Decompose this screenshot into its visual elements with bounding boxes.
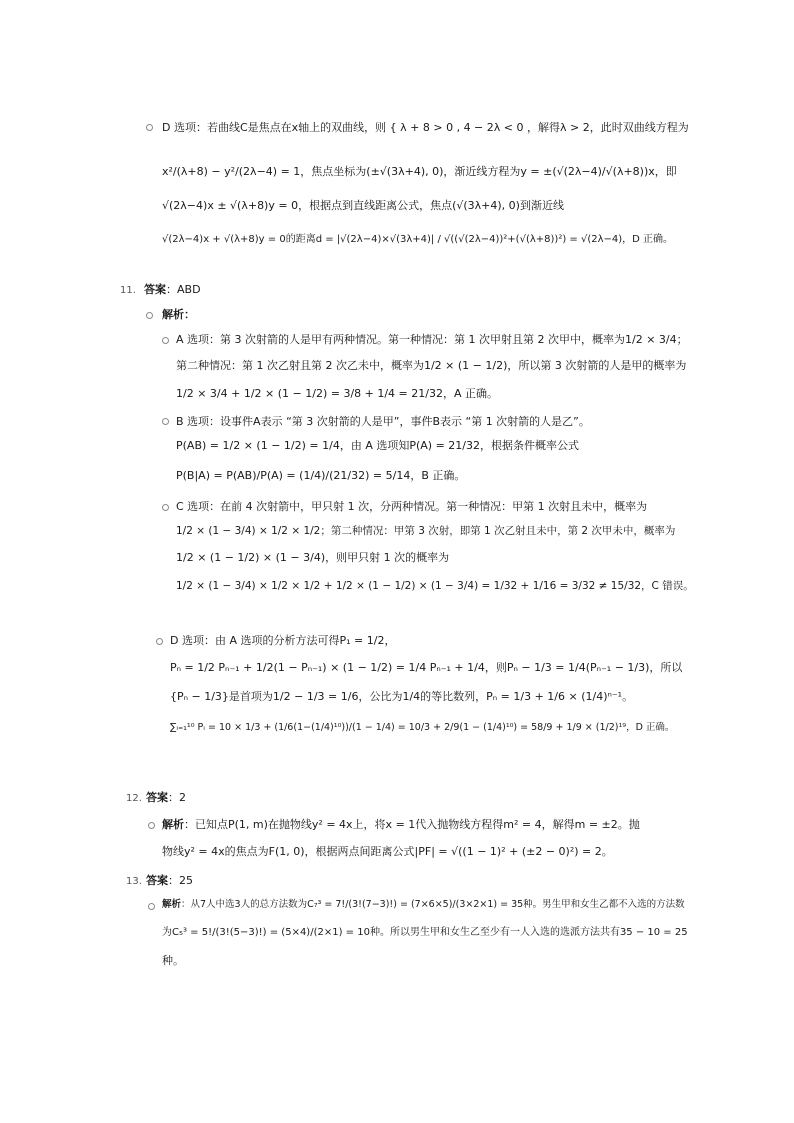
answer-label: 答案 [146, 874, 168, 887]
text-line: 物线y² = 4x的焦点为F(1, 0)，根据两点间距离公式|PF| = √((1 − 1)² + (±2 − 0)²) = 2。 [162, 845, 613, 858]
question-number: 13. [126, 876, 142, 887]
text-line: √(2λ−4)x ± √(λ+8)y = 0，根据点到直线距离公式，焦点(√(3λ+4), 0)到渐近线 [162, 199, 564, 212]
text-line: x²/(λ+8) − y²/(2λ−4) = 1，焦点坐标为(±√(3λ+4), 0)，渐近线方程为y = ±(√(2λ−4)/√(λ+8))x，即 [162, 165, 677, 178]
text-line: 1/2 × 3/4 + 1/2 × (1 − 1/2) = 3/8 + 1/4 = 21/32，A 正确。 [176, 387, 498, 400]
list-bullet [162, 418, 169, 425]
answer-label: 答案 [146, 791, 168, 804]
answer-value: ABD [177, 283, 201, 296]
text-line: D 选项：若曲线C是焦点在x轴上的双曲线，则 { λ + 8 > 0 , 4 − 2λ < 0 ，解得λ > 2，此时双曲线方程为 [162, 121, 689, 134]
answer-line: 答案：25 [146, 874, 193, 887]
text-line: ∑ᵢ₌₁¹⁰ Pᵢ = 10 × 1/3 + (1/6(1−(1/4)¹⁰))/(1 − 1/4) = 10/3 + 2/9(1 − (1/4)¹⁰) = 58/9 + 1/9 × (1/2)¹⁹，D 正确。 [170, 722, 675, 733]
analysis-label: 解析： [162, 308, 195, 321]
list-bullet [148, 822, 155, 829]
text-line: 1/2 × (1 − 3/4) × 1/2 × 1/2；第二种情况：甲第 3 次射，即第 1 次乙射且未中，第 2 次甲未中，概率为 [176, 525, 676, 537]
text-line: Pₙ = 1/2 Pₙ₋₁ + 1/2(1 − Pₙ₋₁) × (1 − 1/2) = 1/4 Pₙ₋₁ + 1/4，则Pₙ − 1/3 = 1/4(Pₙ₋₁ − 1/3)，所以 [170, 661, 683, 674]
text-line: 第二种情况：第 1 次乙射且第 2 次乙未中，概率为1/2 × (1 − 1/2)，所以第 3 次射箭的人是甲的概率为 [176, 359, 687, 372]
analysis-line: 解析：已知点P(1, m)在抛物线y² = 4x上，将x = 1代入抛物线方程得m² = 4，解得m = ±2。抛 [162, 818, 640, 831]
list-bullet [146, 312, 153, 319]
text-line: A 选项：第 3 次射箭的人是甲有两种情况。第一种情况：第 1 次甲射且第 2 次甲中，概率为1/2 × 3/4； [176, 333, 688, 346]
list-bullet [162, 504, 169, 511]
text-line: 为C₅³ = 5!/(3!(5−3)!) = (5×4)/(2×1) = 10种。所以男生甲和女生乙至少有一人入选的选派方法共有35 − 10 = 25 [162, 927, 688, 938]
question-number: 11. [120, 285, 136, 296]
text-line: 1/2 × (1 − 3/4) × 1/2 × 1/2 + 1/2 × (1 − 1/2) × (1 − 3/4) = 1/32 + 1/16 = 3/32 ≠ 15/32，C 错误。 [176, 580, 694, 592]
text-line: 1/2 × (1 − 1/2) × (1 − 3/4)，则甲只射 1 次的概率为 [176, 551, 450, 564]
text-line: C 选项：在前 4 次射箭中，甲只射 1 次，分两种情况。第一种情况：甲第 1 次射且未中，概率为 [176, 500, 648, 513]
answer-value: 2 [179, 791, 186, 804]
text-line: D 选项：由 A 选项的分析方法可得P₁ = 1/2， [170, 634, 396, 647]
answer-line: 答案：ABD [144, 283, 201, 296]
text-line: B 选项：设事件A表示 “第 3 次射箭的人是甲”，事件B表示 “第 1 次射箭的人是乙”。 [176, 415, 590, 428]
question-number: 12. [126, 793, 142, 804]
text-line: √(2λ−4)x + √(λ+8)y = 0的距离d = |√(2λ−4)×√(3λ+4)| / √((√(2λ−4))²+(√(λ+8))²) = √(2λ−4)，D 正确。 [162, 234, 674, 245]
answer-label: 答案 [144, 283, 166, 296]
text-line: P(B|A) = P(AB)/P(A) = (1/4)/(21/32) = 5/14，B 正确。 [176, 469, 466, 482]
analysis-line: 解析：从7人中选3人的总方法数为C₇³ = 7!/(3!(7−3)!) = (7×6×5)/(3×2×1) = 35种。男生甲和女生乙都不入选的方法数 [162, 899, 685, 910]
text-line: P(AB) = 1/2 × (1 − 1/2) = 1/4，由 A 选项知P(A) = 21/32，根据条件概率公式 [176, 439, 579, 452]
list-bullet [156, 638, 163, 645]
list-bullet [162, 337, 169, 344]
text-line: 种。 [162, 954, 184, 967]
answer-value: 25 [179, 874, 193, 887]
text-line: {Pₙ − 1/3}是首项为1/2 − 1/3 = 1/6，公比为1/4的等比数列，Pₙ = 1/3 + 1/6 × (1/4)ⁿ⁻¹。 [170, 690, 634, 703]
list-bullet [146, 124, 153, 131]
list-bullet [148, 903, 155, 910]
answer-line: 答案：2 [146, 791, 186, 804]
